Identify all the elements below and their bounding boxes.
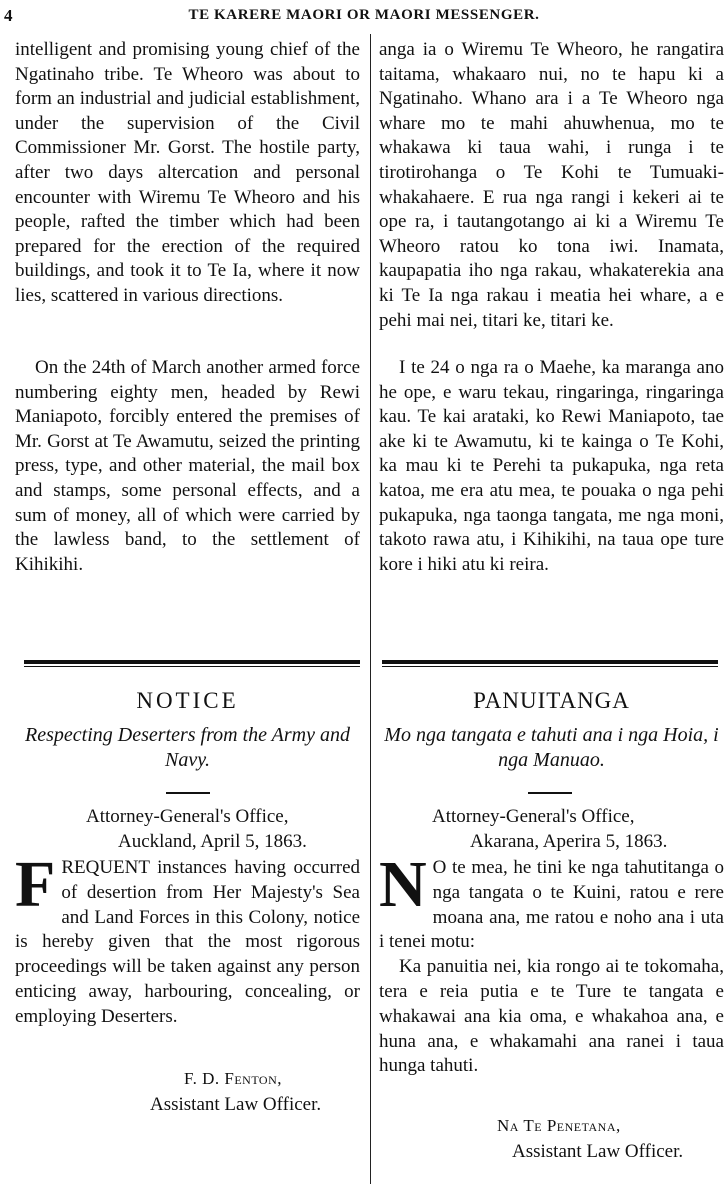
- notice-body-text: REQUENT instances having occurred of desertion from Her Majesty's Sea and Land Forces in this Colony, notice is hereby given that the most rigorous proceedings will be taken against any person enticing away, harbouring, concealing, or employing Deserters.: [15, 857, 360, 1027]
- notice-office: Attorney-General's Office,: [86, 806, 289, 827]
- maori-paragraph-1: anga ia o Wiremu Te Wheoro, he rangatira taitama, whakaaro nui, no te hapu ki a Ngatinaho. Whano ara i a Te Wheoro nga whare mo te mahi ahuwhenua, mo te whakawa ki taua wahi, i runga i te tirotirohanga o Te Kohi te Tumuaki-whakahaere. E rua nga rangi i kekeri ai te ope ra, i tautangotango ai ki a Wiremu Te Wheoro ratou ko tona iwi. Inamata, kaupapatia iho nga rakau, whakaterekia ana ki Te Ia nga rakau i meatia hei whare, a e pehi mai nei, titari ke, titari ke.: [379, 39, 724, 331]
- section-rule-left: [24, 660, 360, 667]
- maori-column-lower: [379, 356, 724, 577]
- maori-paragraph-2: I te 24 o nga ra o Maehe, ka maranga ano he ope, e waru tekau, ringaringa, ringaringa kau. Te kai arataki, ko Rewi Maniapoto, tae ake ki te Awamutu, ki te kainga o Te Kohi, ka mau ki te Perehi ta pukapuka, nga reta katoa, me era atu mea, te pouaka o nga pehi pukapuka, nga taonga tangata, me nga moni, takoto rawa atu, i Kihikihi, na taua ope ture kore i hiki atu ki reira.: [379, 357, 724, 575]
- panuitanga-place-date: Akarana, Aperira 5, 1863.: [470, 831, 668, 852]
- english-column: [15, 38, 360, 309]
- column-divider: [370, 34, 371, 1184]
- panuitanga-office: Attorney-General's Office,: [432, 806, 635, 827]
- notice-drop-cap: F: [15, 848, 56, 921]
- panuitanga-signature: Na Te Penetana,: [497, 1116, 621, 1135]
- panuitanga-subheading: Mo nga tangata e tahuti ana i nga Hoia, i nga Manuao.: [384, 724, 719, 771]
- english-paragraph-1: intelligent and promising young chief of the Ngatinaho tribe. Te Wheoro was about to form an industrial and judicial establishment, under the supervision of the Civil Commissioner Mr. Gorst. The hostile party, after two days altercation and personal encounter with Wiremu Te Wheoro and his people, rafted the timber which had been prepared for the erection of the required buildings, and took it to Te Ia, where it now lies, scattered in various directions.: [15, 39, 360, 306]
- notice-body: [15, 848, 360, 1030]
- panuitanga-body: [379, 848, 724, 1079]
- english-column-lower: [15, 356, 360, 577]
- panuitanga-short-rule: [528, 792, 572, 794]
- notice-heading: NOTICE: [136, 688, 239, 713]
- panuitanga-heading: PANUITANGA: [473, 688, 630, 713]
- running-title: TE KARERE MAORI OR MAORI MESSENGER.: [188, 7, 540, 23]
- page-header: [0, 0, 728, 34]
- page-number: 4: [4, 6, 13, 25]
- notice-short-rule: [166, 792, 210, 794]
- section-rule-right: [382, 660, 718, 667]
- panuitanga-body-text-1: O te mea, he tini ke nga tahutitanga o nga tangata o te Kuini, ratou e rere moana ana, me ratou e noho ana i uta i tenei motu:: [379, 857, 724, 953]
- notice-signature: F. D. Fenton,: [184, 1069, 283, 1088]
- english-paragraph-2: On the 24th of March another armed force numbering eighty men, headed by Rewi Maniapoto, forcibly entered the premises of Mr. Gorst at Te Awamutu, seized the printing press, type, and other material, the mail box and stamps, some personal effects, and a sum of money, all of which were carried by the lawless band, to the settlement of Kihikihi.: [15, 357, 360, 575]
- panuitanga-signature-title: Assistant Law Officer.: [512, 1141, 684, 1162]
- notice-subheading: Respecting Deserters from the Army and Navy.: [25, 724, 350, 771]
- notice-place-date: Auckland, April 5, 1863.: [118, 831, 307, 852]
- maori-column: [379, 38, 724, 333]
- panuitanga-drop-cap: N: [379, 848, 427, 921]
- notice-signature-title: Assistant Law Officer.: [150, 1094, 322, 1115]
- panuitanga-body-text-2: Ka panuitia nei, kia rongo ai te tokomaha, tera e reia putia e te Ture te tangata e whakawai ana kia oma, e whakahoa ana, e huna ana, e whakamahi ana ranei i taua hunga tahuti.: [379, 956, 724, 1077]
